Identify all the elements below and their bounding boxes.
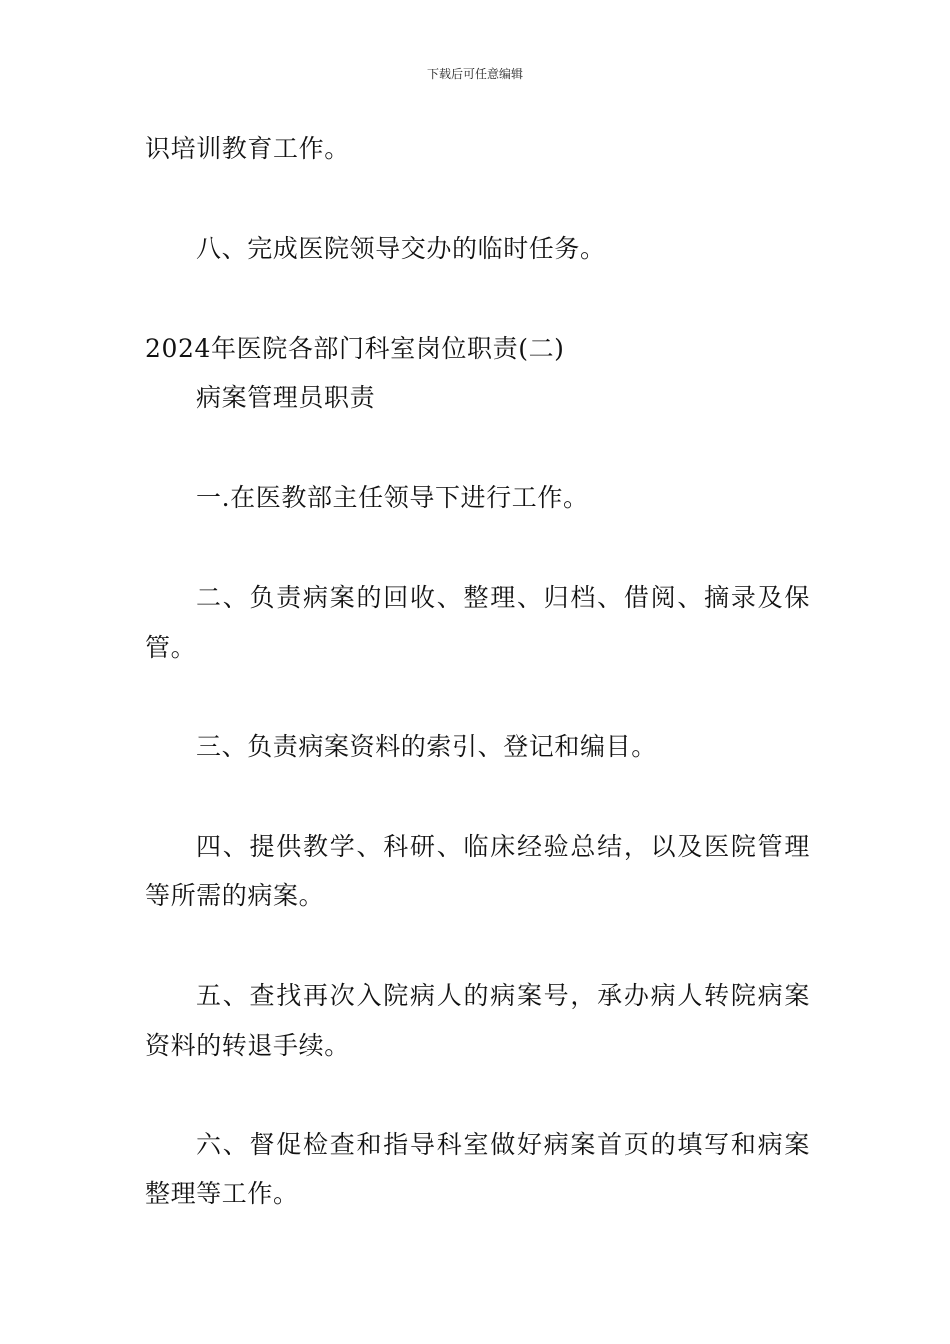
paragraph-line: 整理等工作。 <box>145 1179 299 1208</box>
paragraph-line: 等所需的病案。 <box>145 881 325 910</box>
subsection-title: 病案管理员职责 <box>196 383 376 412</box>
paragraph-line: 三、负责病案资料的索引、登记和编目。 <box>196 732 657 761</box>
page-header: 下载后可任意编辑 <box>426 67 523 81</box>
paragraph-line: 五、查找再次入院病人的病案号，承办病人转院病案 <box>196 981 810 1010</box>
paragraph-line: 一.在医教部主任领导下进行工作。 <box>196 483 589 512</box>
section-title: 2024年医院各部门科室岗位职责(二) <box>145 334 565 363</box>
paragraph-line: 资料的转退手续。 <box>145 1031 350 1060</box>
paragraph-line: 八、完成医院领导交办的临时任务。 <box>196 234 606 263</box>
paragraph-line: 六、督促检查和指导科室做好病案首页的填写和病案 <box>196 1130 810 1159</box>
paragraph-line: 管。 <box>145 633 197 662</box>
paragraph-line: 二、负责病案的回收、整理、归档、借阅、摘录及保 <box>196 583 810 612</box>
paragraph-line: 四、提供教学、科研、临床经验总结，以及医院管理 <box>196 832 810 861</box>
paragraph-line: 识培训教育工作。 <box>145 134 350 163</box>
